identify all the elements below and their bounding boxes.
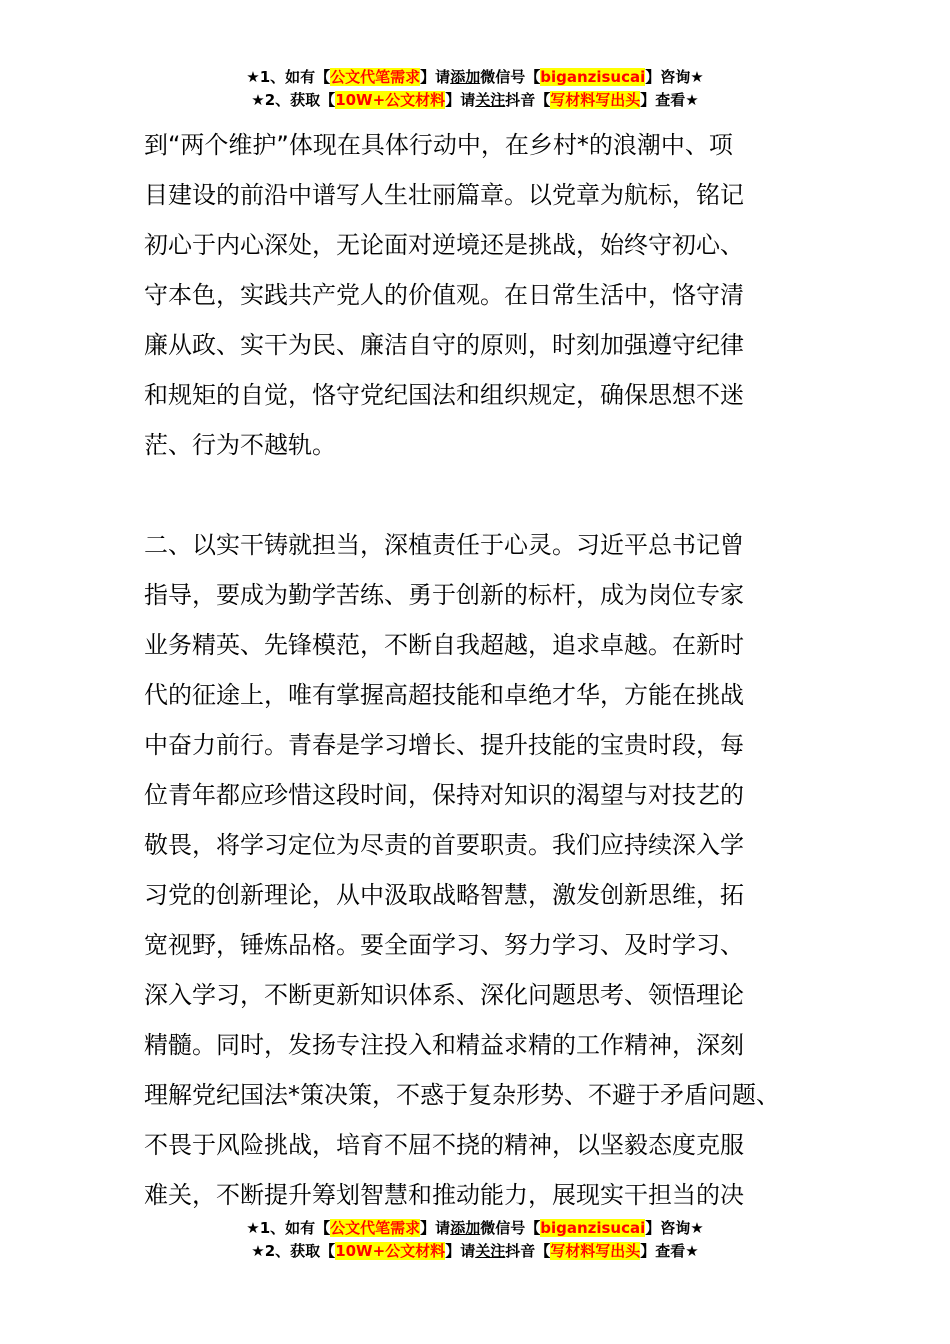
text-line: 和规矩的自觉，恪守党纪国法和组织规定，确保思想不迷	[144, 381, 744, 409]
text-line: 习党的创新理论，从中汲取战略智慧，激发创新思维，拓	[144, 881, 744, 909]
text-line: 敬畏，将学习定位为尽责的首要职责。我们应持续深入学	[144, 831, 744, 859]
banner-line-1: ★1、如有【公文代笔需求】请添加微信号【biganzisucai】咨询★	[246, 68, 704, 86]
banner-line-2: ★2、获取【10W+公文材料】请关注抖音【写材料写出头】查看★	[251, 1242, 699, 1260]
highlight-douyin-account: 写材料写出头	[550, 91, 641, 109]
highlight-wechat-id: biganzisucai	[540, 68, 646, 86]
text-line: 不畏于风险挑战，培育不屈不挠的精神，以坚毅态度克服	[144, 1131, 744, 1159]
text-line: 到“两个维护”体现在具体行动中，在乡村*的浪潮中、项	[144, 131, 733, 159]
text-line: 精髓。同时，发扬专注投入和精益求精的工作精神，深刻	[144, 1031, 744, 1059]
text-line: 茫、行为不越轨。	[144, 431, 336, 459]
highlight-service: 公文代笔需求	[330, 1219, 421, 1237]
text-line: 廉从政、实干为民、廉洁自守的原则，时刻加强遵守纪律	[144, 331, 744, 359]
paragraph-1	[144, 120, 824, 470]
text-line: 宽视野，锤炼品格。要全面学习、努力学习、及时学习、	[144, 931, 744, 959]
text-line: 难关，不断提升筹划智慧和推动能力，展现实干担当的决	[144, 1181, 744, 1209]
text-line: 理解党纪国法*策决策，不惑于复杂形势、不避于矛盾问题、	[144, 1081, 780, 1109]
highlight-materials: 10W+公文材料	[335, 1242, 446, 1260]
text-line: 位青年都应珍惜这段时间，保持对知识的渴望与对技艺的	[144, 781, 744, 809]
text-line: 深入学习，不断更新知识体系、深化问题思考、领悟理论	[144, 981, 744, 1009]
document-body	[144, 120, 824, 1220]
text-line: 守本色，实践共产党人的价值观。在日常生活中，恪守清	[144, 281, 744, 309]
text-line: 二、以实干铸就担当，深植责任于心灵。习近平总书记曾	[144, 531, 744, 559]
text-line: 指导，要成为勤学苦练、勇于创新的标杆，成为岗位专家	[144, 581, 744, 609]
banner-line-2: ★2、获取【10W+公文材料】请关注抖音【写材料写出头】查看★	[251, 91, 699, 109]
highlight-materials: 10W+公文材料	[335, 91, 446, 109]
banner-line-1: ★1、如有【公文代笔需求】请添加微信号【biganzisucai】咨询★	[246, 1219, 704, 1237]
paragraph-2	[144, 520, 824, 1220]
highlight-douyin-account: 写材料写出头	[550, 1242, 641, 1260]
highlight-service: 公文代笔需求	[330, 68, 421, 86]
text-line: 初心于内心深处，无论面对逆境还是挑战，始终守初心、	[144, 231, 744, 259]
text-line: 目建设的前沿中谱写人生壮丽篇章。以党章为航标，铭记	[144, 181, 744, 209]
text-line: 中奋力前行。青春是学习增长、提升技能的宝贵时段，每	[144, 731, 744, 759]
text-line: 业务精英、先锋模范，不断自我超越，追求卓越。在新时	[144, 631, 744, 659]
highlight-wechat-id: biganzisucai	[540, 1219, 646, 1237]
paragraph-gap	[144, 470, 824, 520]
footer-banner	[0, 1217, 950, 1263]
text-line: 代的征途上，唯有掌握高超技能和卓绝才华，方能在挑战	[144, 681, 744, 709]
header-banner	[0, 66, 950, 112]
